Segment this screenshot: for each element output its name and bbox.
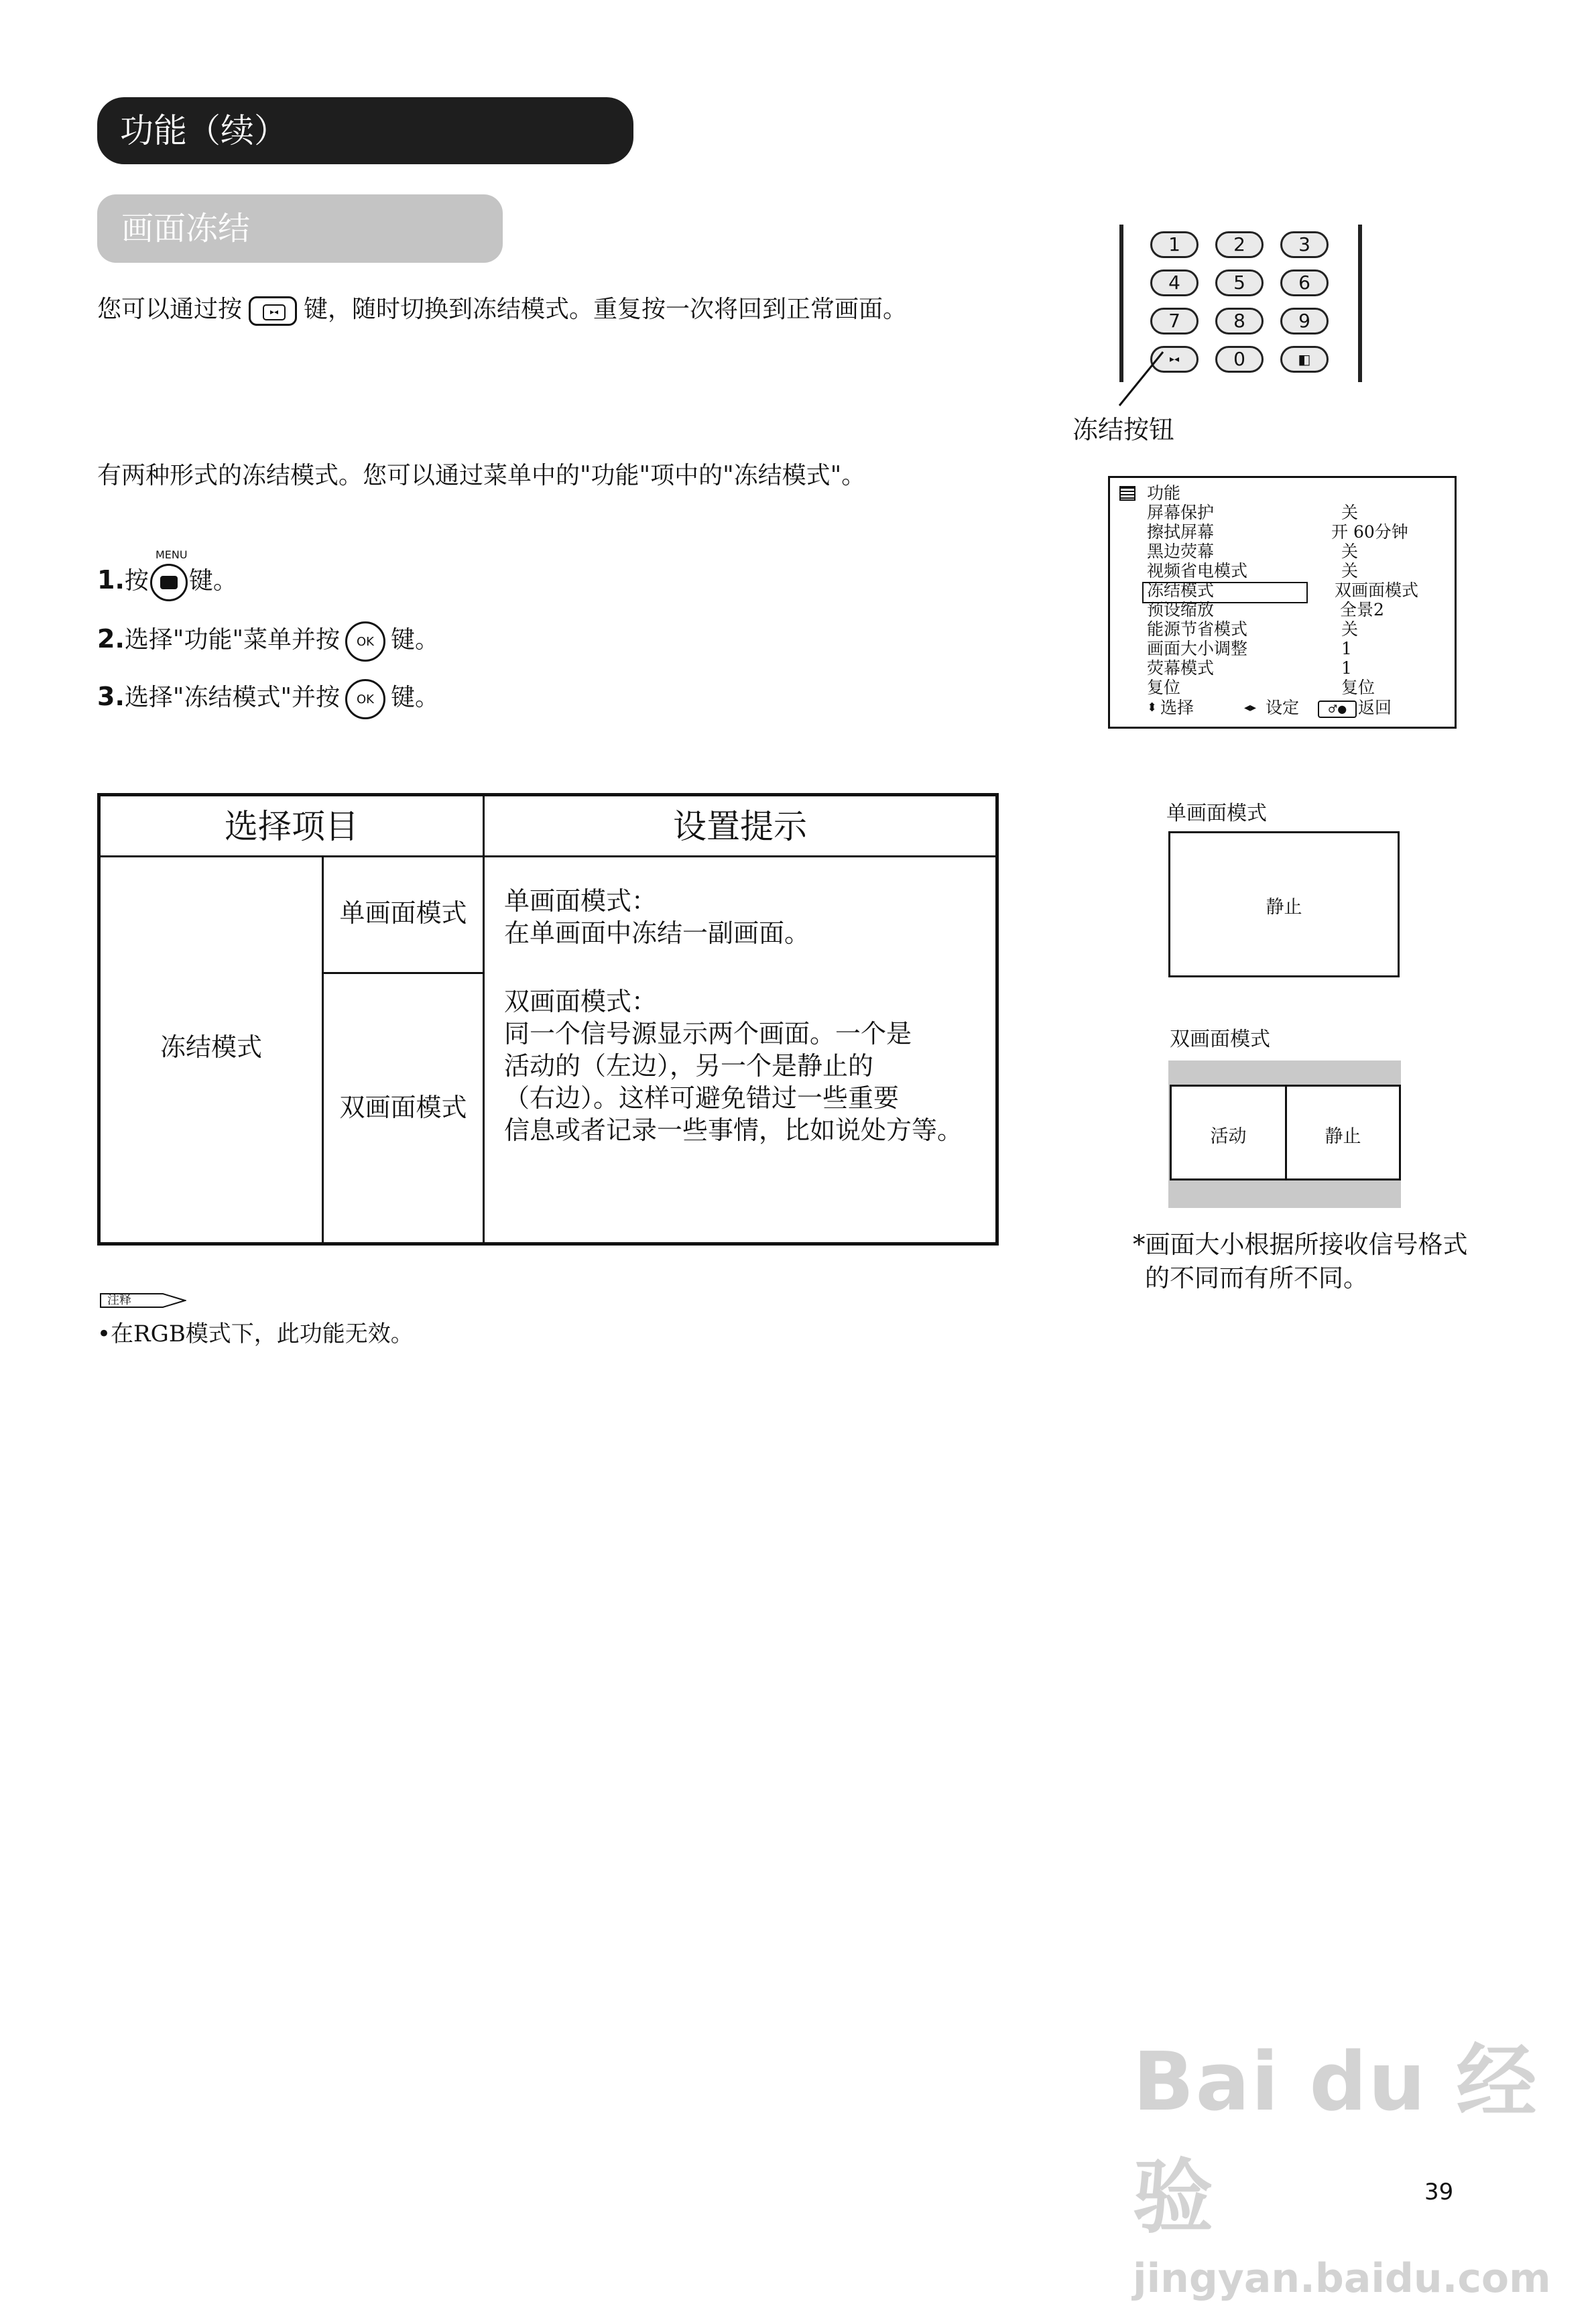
settings-table	[97, 793, 999, 1246]
dual-mode-label: 双画面模式	[1170, 1028, 1270, 1051]
osd-row-value: 全景2	[1340, 600, 1384, 619]
remote-key-3: 3	[1280, 231, 1329, 258]
remote-key-9: 9	[1280, 308, 1329, 335]
note-tag-label: 注释	[107, 1293, 131, 1307]
freeze-key-icon: ▸◂	[249, 296, 297, 326]
step-number: 1.	[97, 565, 125, 595]
osd-row-value: 1	[1341, 658, 1352, 678]
updown-arrow-icon: ⬍	[1147, 701, 1158, 715]
footnote-line: *画面大小根据所接收信号格式	[1133, 1230, 1468, 1259]
baidu-watermark-logo	[1133, 2018, 1596, 2302]
freeze-button-icon: ▸◂	[1150, 346, 1199, 373]
osd-footer-set: 设定	[1266, 698, 1300, 717]
osd-row-label: 荧幕模式	[1147, 658, 1215, 678]
osd-row-label: 能源节省模式	[1147, 619, 1248, 639]
osd-row-label: 画面大小调整	[1147, 639, 1248, 658]
remote-key-0: 0	[1215, 346, 1264, 373]
return-button-icon: ♂●	[1318, 701, 1357, 718]
osd-footer-back: 返回	[1358, 698, 1392, 717]
step-2	[97, 621, 439, 662]
section-title: 画面冻结	[97, 194, 503, 263]
osd-row-value: 开 60分钟	[1331, 522, 1408, 542]
osd-row-label: 复位	[1147, 678, 1181, 697]
table-divider	[483, 796, 485, 1246]
step-1	[97, 563, 237, 601]
hint-dual	[504, 985, 963, 1146]
osd-title: 功能	[1147, 483, 1181, 503]
still-label: 静止	[1266, 897, 1302, 918]
osd-row-label: 黑边荧幕	[1147, 542, 1215, 561]
osd-footer-select: 选择	[1160, 698, 1194, 717]
step-number: 2.	[97, 624, 125, 654]
step-text: 按	[124, 567, 149, 595]
osd-row-label: 预设缩放	[1147, 600, 1215, 619]
osd-row-label: 屏幕保护	[1147, 503, 1215, 522]
hint-line: 活动的（左边），另一个是静止的	[504, 1051, 874, 1081]
table-header-item: 选择项目	[225, 807, 359, 846]
table-divider	[322, 972, 483, 974]
hint-line: 在单画面中冻结一副画面。	[504, 918, 810, 948]
note-text: •在RGB模式下，此功能无效。	[97, 1321, 414, 1347]
page-number: 39	[1424, 2179, 1454, 2205]
modes-intro: 有两种形式的冻结模式。您可以通过菜单中的"功能"项中的"冻结模式"。	[97, 462, 866, 489]
menu-list-icon	[1119, 486, 1135, 501]
table-item-freeze-mode: 冻结模式	[160, 1032, 262, 1062]
remote-key-4: 4	[1150, 269, 1199, 296]
osd-row-value: 关	[1341, 503, 1359, 522]
osd-row-value: 复位	[1341, 678, 1375, 697]
osd-row-label: 擦拭屏幕	[1147, 522, 1215, 542]
chapter-title: 功能（续）	[97, 97, 633, 164]
hint-line: 单画面模式：	[504, 886, 658, 916]
osd-menu	[1108, 476, 1457, 729]
hint-line: 信息或者记录一些事情，比如说处方等。	[504, 1115, 963, 1145]
single-mode-frame	[1168, 831, 1400, 977]
menu-button-icon	[150, 564, 188, 601]
hint-line: 双画面模式：	[504, 987, 658, 1016]
remote-key-8: 8	[1215, 308, 1264, 335]
note-tag	[99, 1292, 186, 1309]
intro-text-before: 您可以通过按	[97, 296, 243, 323]
single-mode-label: 单画面模式	[1166, 802, 1267, 825]
active-label: 活动	[1210, 1126, 1247, 1147]
menu-button-label: MENU	[156, 548, 188, 561]
intro-paragraph	[97, 293, 907, 326]
pointer-line-icon	[1113, 349, 1166, 409]
step-3	[97, 679, 439, 719]
intro-text-after: 键，随时切换到冻结模式。重复按一次将回到正常画面。	[304, 296, 908, 323]
watermark-brand: Bai du 经验	[1133, 2036, 1538, 2244]
step-text: 键。	[391, 626, 440, 654]
table-option-dual: 双画面模式	[339, 1093, 467, 1122]
step-text: 键。	[391, 684, 440, 711]
dual-mode-left-frame	[1170, 1085, 1287, 1180]
osd-row-value: 1	[1341, 639, 1352, 658]
dual-mode-right-frame	[1285, 1085, 1401, 1180]
remote-key-6: 6	[1280, 269, 1329, 296]
hint-line: 同一个信号源显示两个画面。一个是	[504, 1019, 912, 1048]
osd-row-value: 关	[1341, 619, 1359, 639]
table-header-hint: 设置提示	[673, 807, 807, 846]
osd-row-value-selected: 双画面模式	[1335, 581, 1419, 600]
watermark-url: jingyan.baidu.com	[1133, 2255, 1551, 2302]
remote-key-7: 7	[1150, 308, 1199, 335]
hint-single	[504, 885, 810, 949]
size-footnote	[1133, 1228, 1468, 1295]
osd-row-value: 关	[1341, 561, 1359, 581]
osd-row-label: 视频省电模式	[1147, 561, 1248, 581]
still-label: 静止	[1325, 1126, 1361, 1147]
step-text: 选择"功能"菜单并按	[124, 626, 341, 654]
split-screen-icon: ◧	[1280, 346, 1329, 373]
osd-row-value: 关	[1341, 542, 1359, 561]
freeze-button-caption: 冻结按钮	[1072, 415, 1175, 444]
remote-key-2: 2	[1215, 231, 1264, 258]
remote-key-5: 5	[1215, 269, 1264, 296]
ok-button-icon: OK	[345, 679, 385, 719]
osd-row-label-selected: 冻结模式	[1147, 581, 1215, 600]
remote-key-1: 1	[1150, 231, 1199, 258]
step-number: 3.	[97, 682, 125, 711]
hint-line: （右边）。这样可避免错过一些重要	[504, 1083, 900, 1113]
leftright-arrow-icon: ◂▸	[1244, 701, 1257, 715]
step-text: 键。	[188, 567, 237, 595]
step-text: 选择"冻结模式"并按	[124, 684, 341, 711]
footnote-line: 的不同而有所不同。	[1145, 1264, 1368, 1292]
ok-button-icon: OK	[345, 621, 385, 662]
table-option-single: 单画面模式	[339, 898, 467, 928]
